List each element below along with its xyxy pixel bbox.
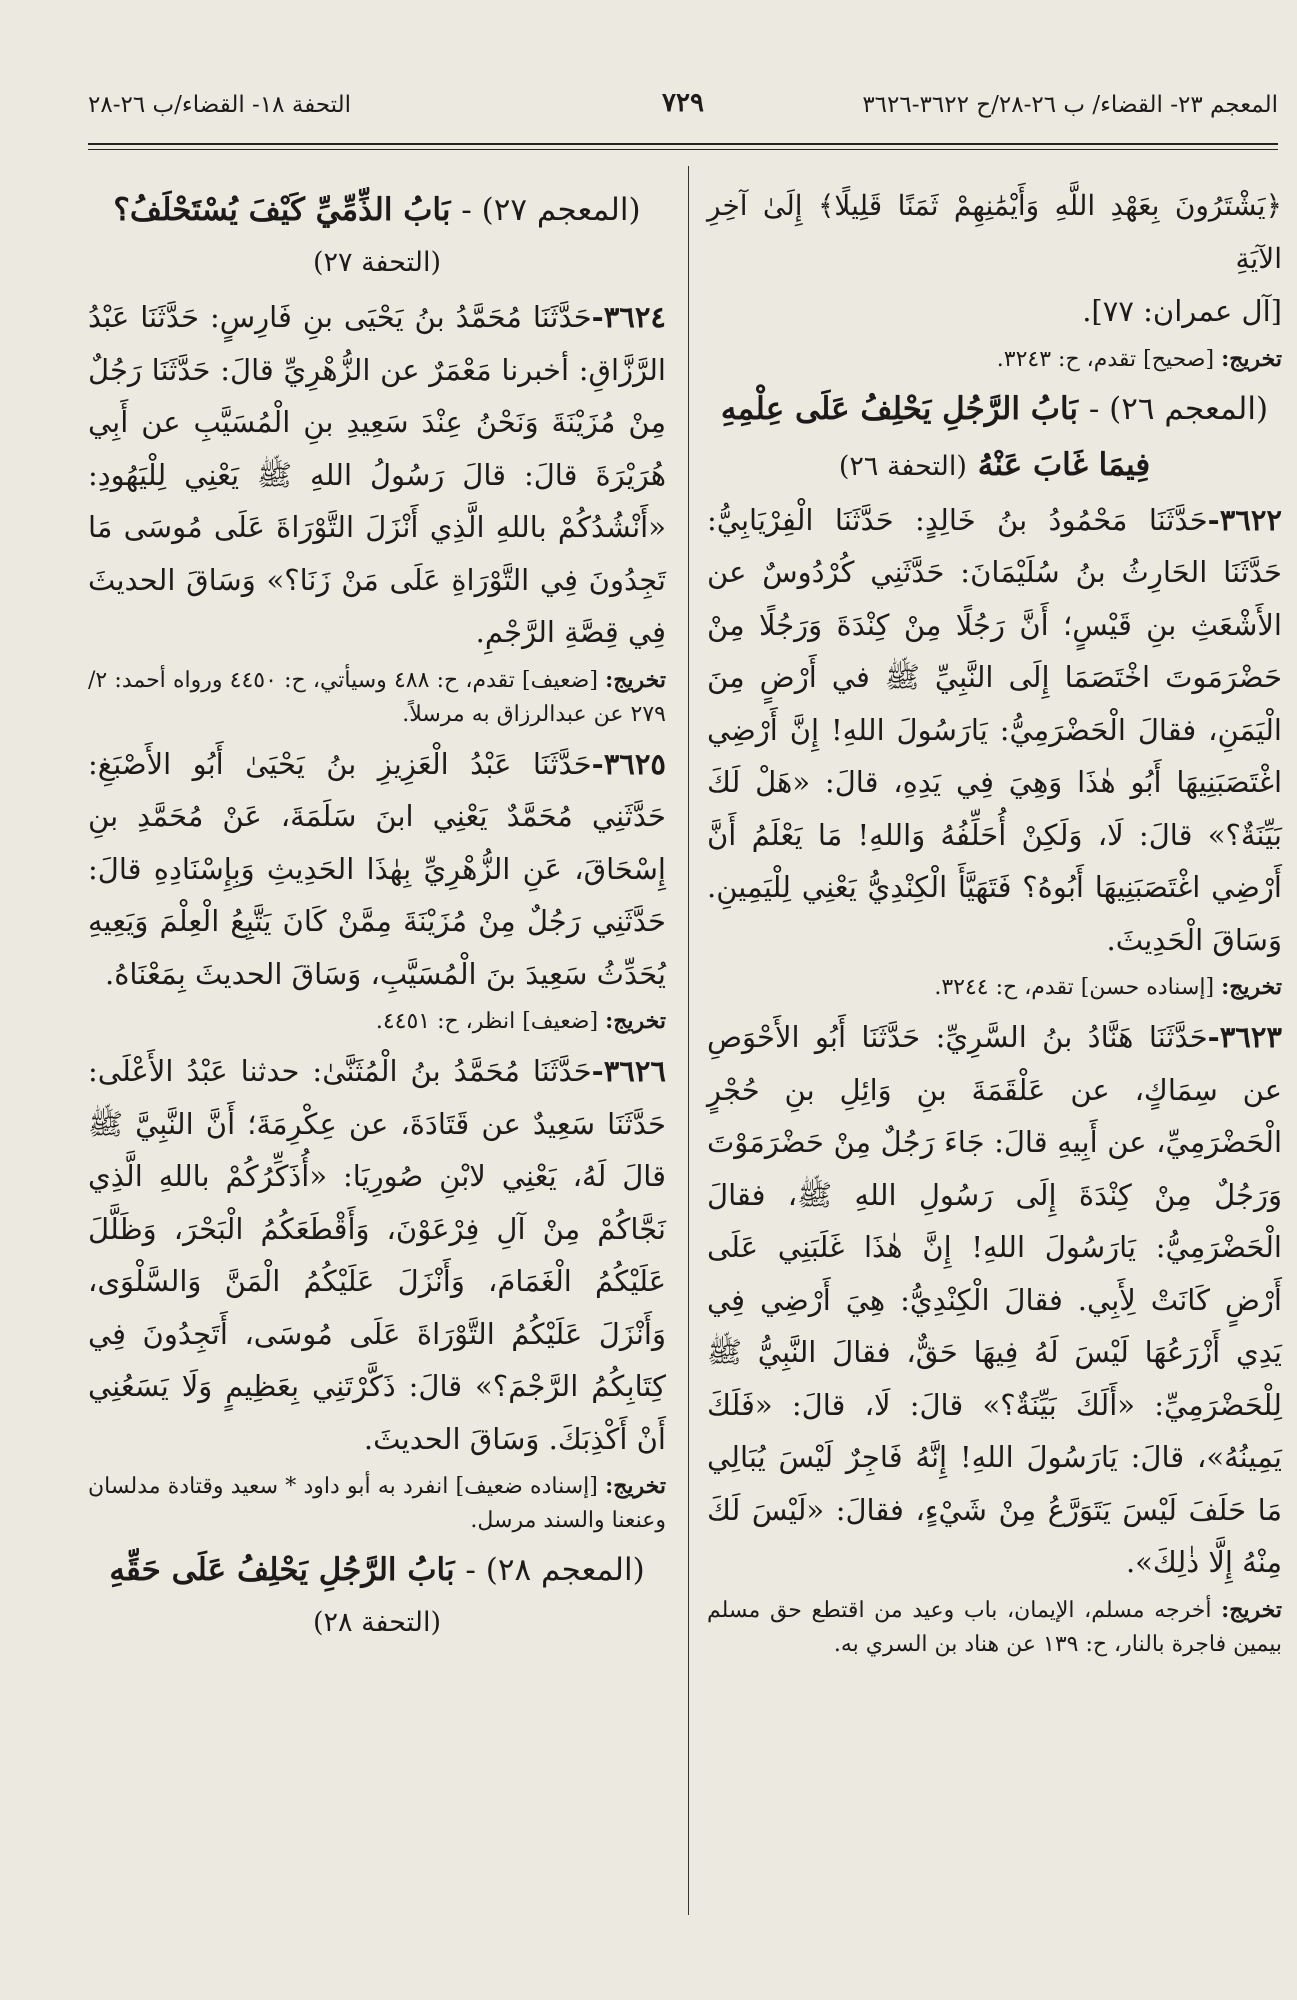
chapter-28-prefix: (المعجم ٢٨) - bbox=[465, 1552, 645, 1588]
takhrij-1 bbox=[707, 342, 1282, 377]
chapter-28-tuhfa: (التحفة ٢٨) bbox=[312, 1606, 442, 1638]
takhrij-text: [ضعيف] انظر، ح: ٤٤٥١. bbox=[375, 1009, 599, 1034]
header-left: التحفة ١٨- القضاء/ب ٢٦-٢٨ bbox=[88, 92, 352, 118]
hadith-3622 bbox=[707, 494, 1282, 967]
takhrij-text: [إسناده حسن] تقدم، ح: ٣٢٤٤. bbox=[934, 975, 1215, 1000]
chapter-26-prefix: (المعجم ٢٦) - bbox=[1088, 390, 1269, 427]
hadith-3624 bbox=[88, 291, 666, 659]
hadith-number: ٣٦٢٢- bbox=[1207, 502, 1282, 537]
hadith-number: ٣٦٢٤- bbox=[591, 300, 666, 334]
chapter-27-title: بَابُ الذِّمِّيِّ كَيْفَ يُسْتَحْلَفُ؟ bbox=[113, 192, 451, 228]
takhrij-text: [ضعيف] تقدم، ح: ٤٨٨ وسيأتي، ح: ٤٤٥٠ ورواه أحمد: ٢/ ٢٧٩ عن عبدالرزاق به مرسلاً. bbox=[88, 667, 666, 727]
hadith-text: حَدَّثَنَا مُحَمَّدُ بنُ يَحْيَى بنِ فَارِسٍ: حَدَّثَنَا عَبْدُ الرَّزَّاقِ: أخبرنا مَعْمَرٌ عن الزُّهْرِيِّ قالَ: حَدَّثَنَا رَجُلٌ مِنْ مُزَيْنَةَ وَنَحْنُ عِنْدَ سَعِيدِ بنِ الْمُسَيَّبِ عن أَبِي هُرَيْرَةَ قالَ: قالَ رَسُولُ اللهِ ﷺ يَعْنِي لِلْيَهُودِ: «أَنْشُدُكُمْ باللهِ الَّذِي أَنْزَلَ التَّوْرَاةَ عَلَى مُوسَى مَا تَجِدُونَ فِي التَّوْرَاةِ عَلَى مَنْ زَنَا؟» وَسَاقَ الحديثَ فِي قِصَّةِ الرَّجْمِ. bbox=[88, 300, 666, 649]
header-rule-thin bbox=[88, 149, 1278, 150]
takhrij-label: تخريج: bbox=[605, 1473, 666, 1499]
takhrij-label: تخريج: bbox=[1221, 1596, 1282, 1623]
verse-text: يَشْتَرُونَ بِعَهْدِ اللَّهِ وَأَيْمَٰنِهِمْ ثَمَنًا قَلِيلًا﴾ إِلَىٰ آخِرِ الآيَةِ bbox=[707, 189, 1282, 275]
hadith-number: ٣٦٢٦- bbox=[591, 1054, 666, 1088]
hadith-3623 bbox=[707, 1011, 1282, 1589]
hadith-text: حَدَّثَنَا مُحَمَّدُ بنُ الْمُثَنَّىٰ: حدثنا عَبْدُ الأَعْلَى: حَدَّثَنَا سَعِيدٌ عن قَتَادَةَ، عن عِكْرِمَةَ؛ أَنَّ النَّبِيَّ ﷺ قالَ لَهُ، يَعْنِي لابْنِ صُورِيَا: «أُذَكِّرُكُمْ باللهِ الَّذِي نَجَّاكُمْ مِنْ آلِ فِرْعَوْنَ، وَأَقْطَعَكُمُ الْبَحْرَ، وَظَلَّلَ عَلَيْكُمُ الْغَمَامَ، وَأَنْزَلَ عَلَيْكُمُ الْمَنَّ وَالسَّلْوَى، وَأَنْزَلَ عَلَيْكُمُ التَّوْرَاةَ عَلَى مُوسَى، أَتَجِدُونَ فِي كِتَابِكُمُ الرَّجْمَ؟» قالَ: ذَكَّرْتَنِي بِعَظِيمٍ وَلَا يَسَعُنِي أَنْ أَكْذِبَكَ. وَسَاقَ الحديثَ. bbox=[88, 1054, 666, 1456]
takhrij-5 bbox=[88, 1004, 666, 1039]
chapter-28-title: بَابُ الرَّجُلِ يَحْلِفُ عَلَى حَقِّهِ bbox=[109, 1552, 455, 1588]
chapter-27-prefix: (المعجم ٢٧) - bbox=[461, 192, 641, 228]
hadith-text: حَدَّثَنَا عَبْدُ الْعَزِيزِ بنُ يَحْيَىٰ أَبُو الأَصْبَغِ: حَدَّثَنِي مُحَمَّدٌ يَعْنِي ابنَ سَلَمَةَ، عَنْ مُحَمَّدِ بنِ إِسْحَاقَ، عَنِ الزُّهْرِيِّ بِهٰذَا الحَدِيثِ وَبِإِسْنَادِهِ قالَ: حَدَّثَنِي رَجُلٌ مِنْ مُزَيْنَةَ مِمَّنْ كَانَ يَتَّبِعُ الْعِلْمَ وَيَعِيهِ يُحَدِّثُ سَعِيدَ بنَ الْمُسَيَّبِ، وَسَاقَ الحديثَ بِمَعْنَاهُ. bbox=[88, 746, 666, 991]
takhrij-4 bbox=[88, 663, 666, 732]
takhrij-text: [إسناده ضعيف] انفرد به أبو داود * سعيد وقتادة مدلسان وعنعنا والسند مرسل. bbox=[88, 1474, 666, 1533]
takhrij-6 bbox=[88, 1469, 666, 1538]
page-number: ٧٢٩ bbox=[662, 88, 704, 118]
takhrij-text: أخرجه مسلم، الإيمان، باب وعيد من اقتطع حق مسلم بيمين فاجرة بالنار، ح: ١٣٩ عن هناد بن السري به. bbox=[707, 1597, 1282, 1657]
hadith-number: ٣٦٢٣- bbox=[1207, 1020, 1282, 1054]
hadith-text: حَدَّثَنَا هَنَّادُ بنُ السَّرِيِّ: حَدَّثَنَا أَبُو الأَحْوَصِ عن سِمَاكٍ، عن عَلْقَمَةَ بنِ وَائِلِ بنِ حُجْرٍ الْحَضْرَمِيِّ، عن أَبِيهِ قالَ: جَاءَ رَجُلٌ مِنْ حَضْرَمَوْتَ وَرَجُلٌ مِنْ كِنْدَةَ إِلَى رَسُولِ اللهِ ﷺ، فقالَ الْحَضْرَمِيُّ: يَارَسُولَ اللهِ! إِنَّ هٰذَا غَلَبَنِي عَلَى أَرْضٍ كَانَتْ لِأَبِي. فقالَ الْكِنْدِيُّ: هِيَ أَرْضِي فِي يَدِي أَزْرَعُهَا لَيْسَ لَهُ فِيهَا حَقٌّ، فقالَ النَّبِيُّ ﷺ لِلْحَضْرَمِيِّ: «أَلَكَ بَيِّنَةٌ؟» قالَ: لَا، قالَ: «فَلَكَ يَمِينُهُ»، قالَ: يَارَسُولَ اللهِ! إِنَّهُ فَاجِرٌ لَيْسَ يُبَالِي مَا حَلَفَ لَيْسَ يَتَوَرَّعُ مِنْ شَيْءٍ، فقالَ: «لَيْسَ لَكَ مِنْهُ إِلَّا ذٰلِكَ». bbox=[707, 1020, 1282, 1579]
takhrij-label: تخريج: bbox=[605, 1008, 666, 1034]
chapter-26-title-a: بَابُ الرَّجُلِ يَحْلِفُ عَلَى عِلْمِهِ bbox=[720, 390, 1079, 427]
chapter-27-heading bbox=[88, 184, 666, 237]
chapter-26-heading-line2 bbox=[707, 439, 1282, 494]
chapter-28-heading bbox=[88, 1544, 666, 1597]
takhrij-2 bbox=[707, 970, 1282, 1005]
header-right: المعجم ٢٣- القضاء/ ب ٢٦-٢٨/ح ٣٦٢٢-٣٦٢٦ bbox=[862, 92, 1278, 118]
header-rule-thick bbox=[88, 143, 1278, 145]
hadith-number: ٣٦٢٥- bbox=[591, 746, 666, 781]
right-column bbox=[707, 180, 1282, 1668]
hadith-3626 bbox=[88, 1045, 666, 1465]
hadith-text: حَدَّثَنَا مَحْمُودُ بنُ خَالِدٍ: حَدَّثَنَا الْفِرْيَابِيُّ: حَدَّثَنَا الحَارِثُ بنُ سُلَيْمَانَ: حَدَّثَنِي كُرْدُوسٌ عن الأَشْعَثِ بنِ قَيْسٍ؛ أَنَّ رَجُلًا مِنْ كِنْدَةَ وَرَجُلًا مِنْ حَضْرَمَوتَ اخْتَصَمَا إِلَى النَّبِيِّ ﷺ في أَرْضٍ مِنَ الْيَمَنِ، فقالَ الْحَضْرَمِيُّ: يَارَسُولَ اللهِ! إِنَّ أَرْضِي اغْتَصَبَنِيهَا أَبُو هٰذَا وَهِيَ فِي يَدِهِ، قالَ: «هَلْ لَكَ بَيِّنَةٌ؟» قالَ: لَا، وَلَكِنْ أُحَلِّفُهُ وَاللهِ! مَا يَعْلَمُ أَنَّ أَرْضِي اغْتَصَبَنِيهَا أَبُوهُ؟ فَتَهَيَّأَ الْكِنْدِيُّ يَعْنِي لِلْيَمِينِ. وَسَاقَ الْحَدِيثَ. bbox=[707, 502, 1282, 957]
hadith-3625 bbox=[88, 738, 666, 1001]
chapter-26-tuhfa: (التحفة ٢٦) bbox=[838, 451, 967, 482]
chapter-26-title-b: فِيمَا غَابَ عَنْهُ bbox=[977, 447, 1151, 483]
quran-verse: ﴿يَشْتَرُونَ بِعَهْدِ اللَّهِ وَأَيْمَٰنِهِمْ ثَمَنًا قَلِيلًا﴾ إِلَىٰ آخِرِ الآيَةِ bbox=[707, 189, 1282, 275]
running-header bbox=[88, 88, 1278, 132]
chapter-27-tuhfa: (التحفة ٢٧) bbox=[312, 246, 442, 278]
takhrij-3 bbox=[707, 1593, 1282, 1662]
left-column bbox=[88, 180, 666, 1651]
takhrij-label: تخريج: bbox=[605, 666, 666, 693]
takhrij-label: تخريج: bbox=[1221, 974, 1282, 1000]
column-divider bbox=[688, 166, 689, 1915]
chapter-26-heading bbox=[707, 383, 1282, 436]
takhrij-label: تخريج: bbox=[1221, 345, 1282, 372]
verse-reference: [آل عمران: ٧٧]. bbox=[1082, 294, 1282, 328]
takhrij-text: [صحيح] تقدم، ح: ٣٢٤٣. bbox=[996, 346, 1215, 372]
